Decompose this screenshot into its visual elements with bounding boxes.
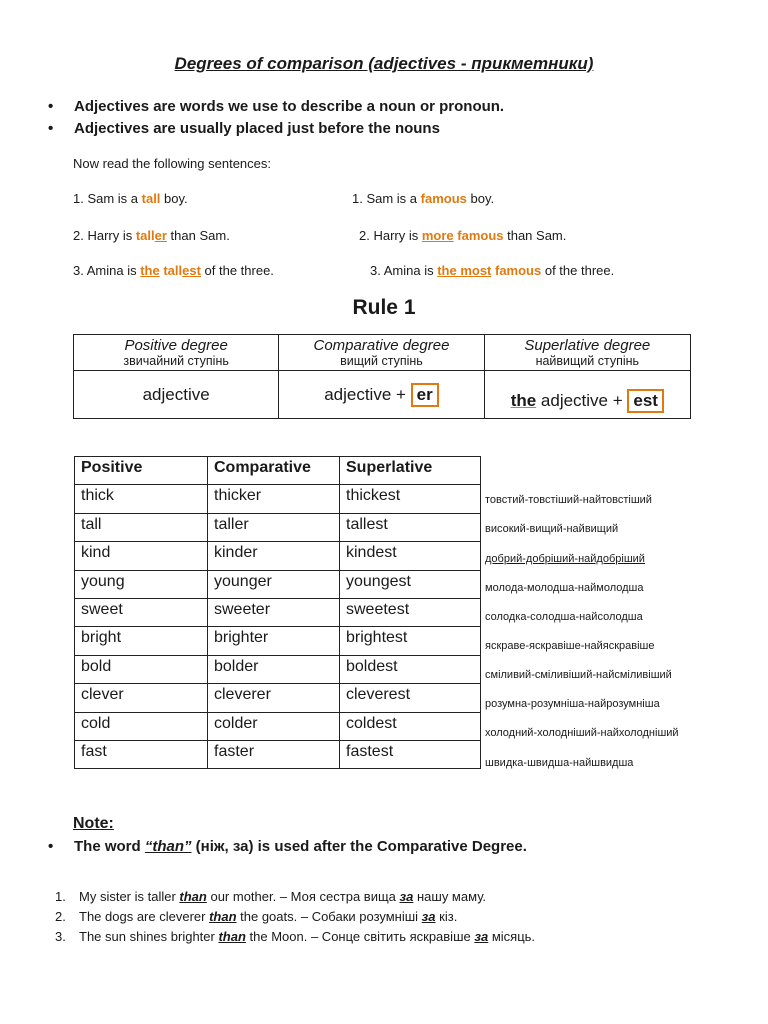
table-header-row (75, 457, 481, 485)
text-span: Positive degree (124, 337, 228, 354)
text-span: adjective + (324, 384, 411, 404)
table-cell: kind (75, 542, 208, 570)
table-cell: sweeter (208, 598, 340, 626)
text-span: the most (437, 263, 492, 278)
text-span: the (510, 390, 537, 410)
text-span: 1. Sam is a (352, 191, 421, 206)
table-cell: boldest (340, 655, 481, 683)
text-span: than Sam. (166, 228, 230, 243)
bullet-text: Adjectives are usually placed just before the nouns (74, 120, 440, 137)
text-span: 2. Harry is (359, 228, 422, 243)
table-cell: young (75, 570, 208, 598)
text-span: adjective + (536, 390, 628, 410)
example-sentence (55, 889, 486, 904)
sentence-left-2 (73, 228, 230, 243)
ua-translation: високий-вищий-найвищий (485, 523, 619, 535)
text-span: tall (141, 191, 161, 206)
text-span: tall (163, 263, 183, 278)
table-row (75, 627, 481, 655)
table-cell: kinder (208, 542, 340, 570)
table-cell: Superlative (340, 457, 481, 485)
rule-formula-superlative (484, 371, 690, 419)
table-cell: colder (208, 712, 340, 740)
table-cell: thicker (208, 485, 340, 513)
text-span: “than” (144, 838, 192, 855)
table-cell: tall (75, 513, 208, 541)
table-cell: brighter (208, 627, 340, 655)
table-row (75, 570, 481, 598)
ua-translation: швидка-швидша-найшвидша (485, 757, 634, 769)
text-span: Comparative degree (313, 337, 450, 354)
text-span: The dogs are cleverer (79, 909, 210, 924)
text-span: the goats. – Собаки розумніші (236, 909, 422, 924)
bullet-item: • Adjectives are words we use to describe a noun or pronoun. (48, 98, 505, 115)
note-title: Note: (73, 815, 114, 832)
table-cell: sweet (75, 598, 208, 626)
text-span: 1. Sam is a (73, 191, 142, 206)
text-span: famous (457, 228, 504, 243)
table-cell: youngest (340, 570, 481, 598)
text-span: My sister is taller (79, 889, 180, 904)
table-cell: fastest (340, 740, 481, 768)
table-cell: cold (75, 712, 208, 740)
table-cell: bright (75, 627, 208, 655)
table-cell: Positive (75, 457, 208, 485)
text-span: of the three. (200, 263, 274, 278)
table-cell: fast (75, 740, 208, 768)
text-span: місяць. (488, 929, 536, 944)
ua-translation: добрий-добріший-найдобріший (485, 553, 645, 565)
rule-header-comparative (279, 335, 484, 371)
table-row (75, 684, 481, 712)
text-span: за (399, 889, 414, 904)
rule-table (73, 334, 691, 419)
text-span: вищий ступінь (340, 354, 423, 368)
text-span: the Moon. – Сонце світить яскравіше (245, 929, 475, 944)
text-span: за (474, 929, 489, 944)
table-cell: thick (75, 485, 208, 513)
page-title: Degrees of comparison (adjectives - прикметники) (174, 54, 594, 73)
text-span: 2. (55, 909, 66, 924)
text-span: than (218, 929, 246, 944)
text-span: звичайний ступінь (123, 354, 229, 368)
ua-translation: товстий-товстіший-найтовстіший (485, 494, 652, 506)
example-sentence (55, 909, 457, 924)
ua-translation: молода-молодша-наймолодша (485, 582, 644, 594)
text-span: 3. Amina is (370, 263, 438, 278)
ua-translation: розумна-розумніша-найрозумніша (485, 698, 660, 710)
sentence-left-1 (73, 191, 188, 206)
table-row (75, 598, 481, 626)
table-cell: sweetest (340, 598, 481, 626)
sentence-right-1 (352, 191, 494, 206)
sentence-right-2 (359, 228, 566, 243)
note-bullet: • The word “than” (ніж, за) is used after the Comparative Degree. (48, 838, 527, 855)
adjective-table (74, 456, 481, 769)
table-cell: coldest (340, 712, 481, 740)
text-span: (ніж, за) is used after the Comparative Degree. (191, 838, 527, 855)
sentence-left-3 (73, 263, 274, 278)
table-cell: brightest (340, 627, 481, 655)
suffix-er-box: er (411, 383, 439, 407)
text-span: boy. (160, 191, 188, 206)
table-cell: clever (75, 684, 208, 712)
table-cell: bold (75, 655, 208, 683)
text-span: the (140, 263, 160, 278)
ua-translation: сміливий-сміливіший-найсміливіший (485, 669, 672, 681)
table-cell: cleverer (208, 684, 340, 712)
text-span: er (154, 228, 167, 243)
text-span: of the three. (541, 263, 615, 278)
text-span: than (209, 909, 237, 924)
rule-formula-comparative (279, 371, 484, 419)
text-span: 2. Harry is (73, 228, 136, 243)
text-span: more (421, 228, 454, 243)
table-cell: thickest (340, 485, 481, 513)
text-span: famous (495, 263, 542, 278)
text-span: The word (74, 838, 145, 855)
table-cell: kindest (340, 542, 481, 570)
text-span: Superlative degree (524, 337, 651, 354)
table-cell: taller (208, 513, 340, 541)
table-row (75, 740, 481, 768)
suffix-est-box: est (627, 389, 664, 413)
text-span: кіз. (435, 909, 458, 924)
table-row (75, 655, 481, 683)
ua-translation: холодний-холодніший-найхолодніший (485, 727, 679, 739)
text-span: than Sam. (503, 228, 567, 243)
ua-translation: яскраве-яскравіше-найяскравіше (485, 640, 655, 652)
text-span: boy. (466, 191, 495, 206)
text-span: 3. Amina is (73, 263, 141, 278)
rule-header-superlative (484, 335, 690, 371)
table-row (75, 485, 481, 513)
table-cell: faster (208, 740, 340, 768)
table-cell: cleverest (340, 684, 481, 712)
sentence-right-3 (370, 263, 614, 278)
example-sentence (55, 929, 535, 944)
table-row (75, 712, 481, 740)
bullet-text: Adjectives are words we use to describe a noun or pronoun. (74, 98, 505, 115)
table-cell: Comparative (208, 457, 340, 485)
rule-header-positive (74, 335, 279, 371)
table-cell: younger (208, 570, 340, 598)
text-span: than (179, 889, 207, 904)
table-row (75, 513, 481, 541)
intro-text: Now read the following sentences: (73, 156, 272, 171)
bullet-item: • Adjectives are usually placed just before the nouns (48, 120, 440, 137)
ua-translation: солодка-солодша-найсолодша (485, 611, 643, 623)
text-span: The sun shines brighter (79, 929, 219, 944)
text-span: 3. (55, 929, 66, 944)
text-span: нашу маму. (413, 889, 486, 904)
rule-formula-positive: adjective (74, 371, 279, 419)
table-cell: bolder (208, 655, 340, 683)
text-span: our mother. – Моя сестра вища (206, 889, 400, 904)
rule-title: Rule 1 (352, 296, 416, 319)
text-span: est (182, 263, 201, 278)
text-span: 1. (55, 889, 66, 904)
text-span: найвищий ступінь (535, 354, 640, 368)
text-span: famous (420, 191, 467, 206)
table-cell: tallest (340, 513, 481, 541)
text-span: за (421, 909, 436, 924)
table-row (75, 542, 481, 570)
text-span: tall (135, 228, 155, 243)
